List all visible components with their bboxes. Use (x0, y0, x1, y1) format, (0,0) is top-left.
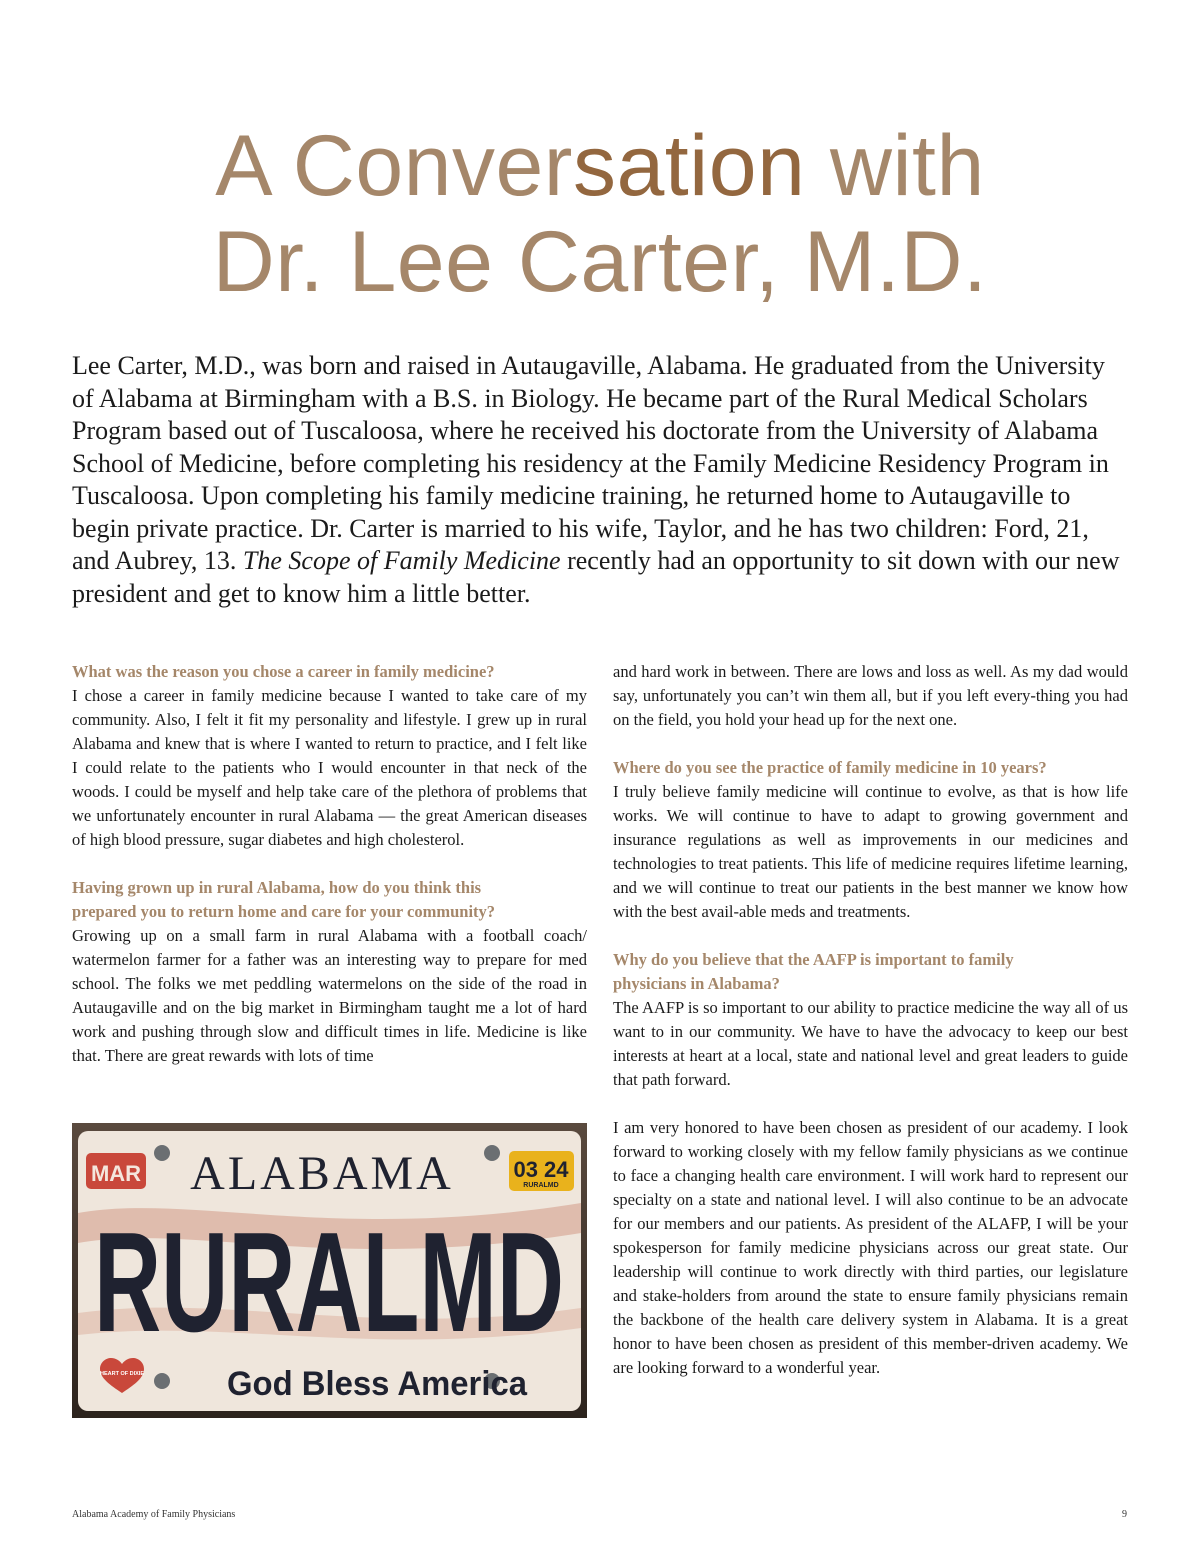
heart-icon-text: HEART OF DIXIE (99, 1371, 145, 1377)
article-title (0, 118, 1200, 310)
year-sticker-subtext: RURALMD (523, 1182, 559, 1189)
publication-name: The Scope of Family Medicine (242, 546, 561, 575)
plate-slogan: God Bless America (227, 1365, 529, 1403)
plate-state: ALABAMA (190, 1147, 454, 1200)
title-line1: A Conversation with (215, 118, 985, 214)
answer-4: The AAFP is so important to our ability to practice medicine the way all of us want to in our community. We have to have the advocacy to keep our best interests at heart at a local, state and national level and great leaders to guide that path forward. (613, 998, 1128, 1089)
license-plate-image (72, 1123, 587, 1418)
answer-1: I chose a career in family medicine because I wanted to take care of my community. Also, I felt it fit my personality and lifestyle. I grew up in rural Alabama and knew that is where I wanted to return to practice, and I felt like I could relate to the patients who I would encounter in that neck of the woods. I could be myself and help take care of the plethora of problems that we unfortunately encounter in rural Alabama — the great American diseases of high blood pressure, sugar diabetes and high cholesterol. (72, 686, 587, 849)
plate-number: RURALMD (94, 1203, 564, 1362)
right-column (613, 660, 1128, 1380)
closing-paragraph: I am very honored to have been chosen as president of our academy. I look forward to working closely with my fellow family physicians as we continue to face a changing health care environment. I will work hard to represent our specialty on a state and national level. I will also continue to be an advocate for our members and our patients. As president of the ALAFP, I will be your spokesperson for family medicine physicians across our great state. Our leadership will continue to work directly with third parties, our legislature and stake-holders from around the state to ensure family physicians remain the backbone of the health care delivery system in Alabama. It is a great honor to have been chosen as president of this member-driven academy. We are looking forward to a wonderful year. (613, 1118, 1128, 1377)
month-sticker-text: MAR (90, 1161, 142, 1186)
answer-3: I truly believe family medicine will continue to evolve, as that is how life works. We will continue to have to adapt to growing government and insurance regulations as well as improvements in our medicines and technologies to treat patients. This life of medicine requires lifetime learning, and we will continue to treat our patients in the best manner we know how with the best avail-able meds and treatments. (613, 782, 1128, 921)
intro-paragraph: Lee Carter, M.D., was born and raised in Autaugaville, Alabama. He graduated from the University of Alabama at Birmingham with a B.S. in Biology. He became part of the Rural Medical Scholars Program based out of Tuscaloosa, where he received his doctorate from the University of Alabama School of Medicine, before completing his residency at the Family Medicine Residency Program in Tuscaloosa. Upon completing his family medicine training, he returned home to Autaugaville to begin private practice. Dr. Carter is married to his wife, Taylor, and he has two children: Ford, 21, and Aubrey, 13. The Scope of Family Medicine recently had an opportunity to sit down with our new president and get to know him a little better. (72, 351, 1120, 608)
question-4: Why do you believe that the AAFP is important to family physicians in Alabama? (613, 950, 1014, 993)
left-column (72, 660, 587, 1068)
page-number: 9 (1122, 1509, 1127, 1520)
question-1: What was the reason you chose a career in family medicine? (72, 662, 495, 681)
year-sticker-text: 03 24 (513, 1157, 569, 1182)
answer-2-part2: and hard work in between. There are lows and loss as well. As my dad would say, unfortunately you can’t win them all, but if you left every-thing you had on the field, you hold your head up for the next one. (613, 662, 1128, 729)
footer-organization: Alabama Academy of Family Physicians (72, 1509, 236, 1520)
title-line2: Dr. Lee Carter, M.D. (212, 214, 988, 310)
license-plate-photo (72, 1123, 587, 1418)
question-3: Where do you see the practice of family medicine in 10 years? (613, 758, 1047, 777)
answer-2-part1: Growing up on a small farm in rural Alabama with a football coach/ watermelon farmer for a father was an interesting way to prepare for med school. The folks we met peddling watermelons on the side of the road in Autaugaville and on the big market in Birmingham taught me a lot of hard work and pushing through slow and difficult times in life. Medicine is like that. There are great rewards with lots of time (72, 926, 587, 1065)
question-2: Having grown up in rural Alabama, how do you think this prepared you to return home and care for your community? (72, 878, 496, 921)
